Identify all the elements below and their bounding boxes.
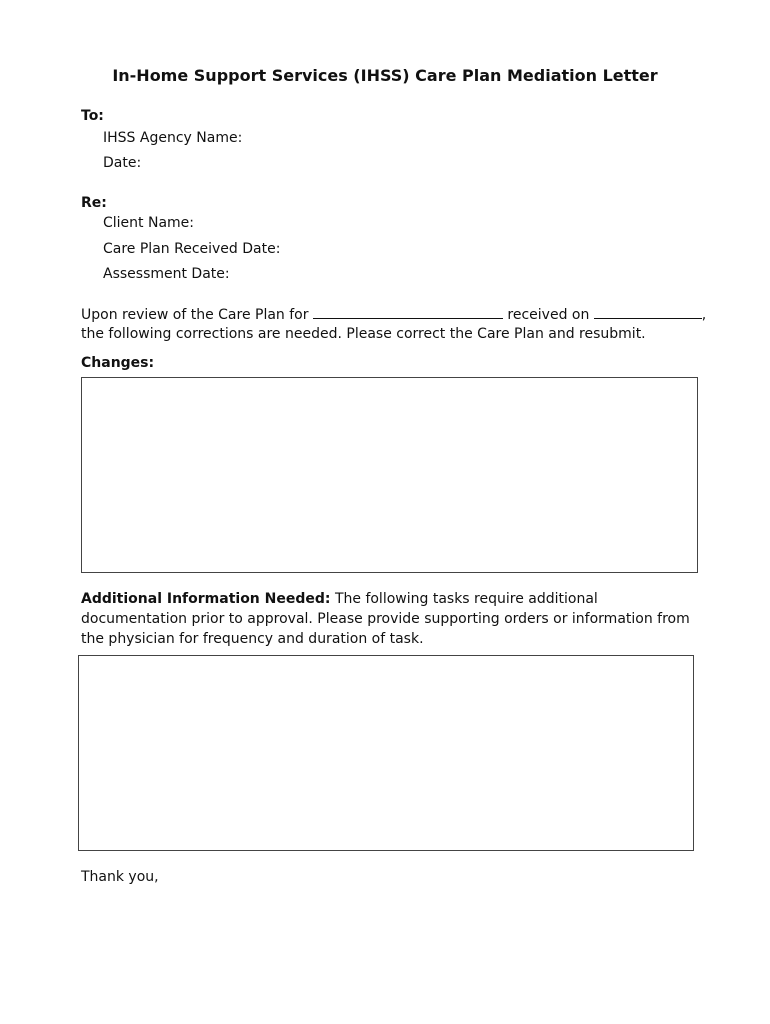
assessment-date-label: Assessment Date: (103, 266, 230, 282)
review-sentence-line2: the following corrections are needed. Please correct the Care Plan and resubmit. (81, 326, 646, 342)
review-sentence (81, 306, 706, 323)
letter-title: In-Home Support Services (IHSS) Care Plan Mediation Letter (112, 66, 658, 85)
review-suffix: , (701, 307, 707, 323)
to-label: To: (81, 108, 104, 124)
changes-label: Changes: (81, 355, 155, 371)
agency-name-label: IHSS Agency Name: (103, 130, 243, 146)
client-name-label: Client Name: (103, 215, 194, 231)
additional-info-paragraph (81, 589, 701, 649)
to-date-label: Date: (103, 155, 142, 171)
additional-info-label: Additional Information Needed: (81, 591, 331, 607)
review-middle: received on (507, 307, 590, 323)
additional-info-box[interactable] (78, 655, 694, 851)
review-prefix: Upon review of the Care Plan for (81, 307, 309, 323)
additional-info-text: The following tasks require additional documentation prior to approval. Please provide supporting orders or information from the physician for frequency and duration of task. (81, 591, 690, 647)
re-label: Re: (81, 195, 107, 211)
received-on-blank[interactable] (594, 306, 702, 319)
closing-text: Thank you, (81, 869, 159, 885)
changes-box[interactable] (81, 377, 698, 573)
care-plan-received-date-label: Care Plan Received Date: (103, 241, 281, 257)
care-plan-for-blank[interactable] (313, 306, 503, 319)
